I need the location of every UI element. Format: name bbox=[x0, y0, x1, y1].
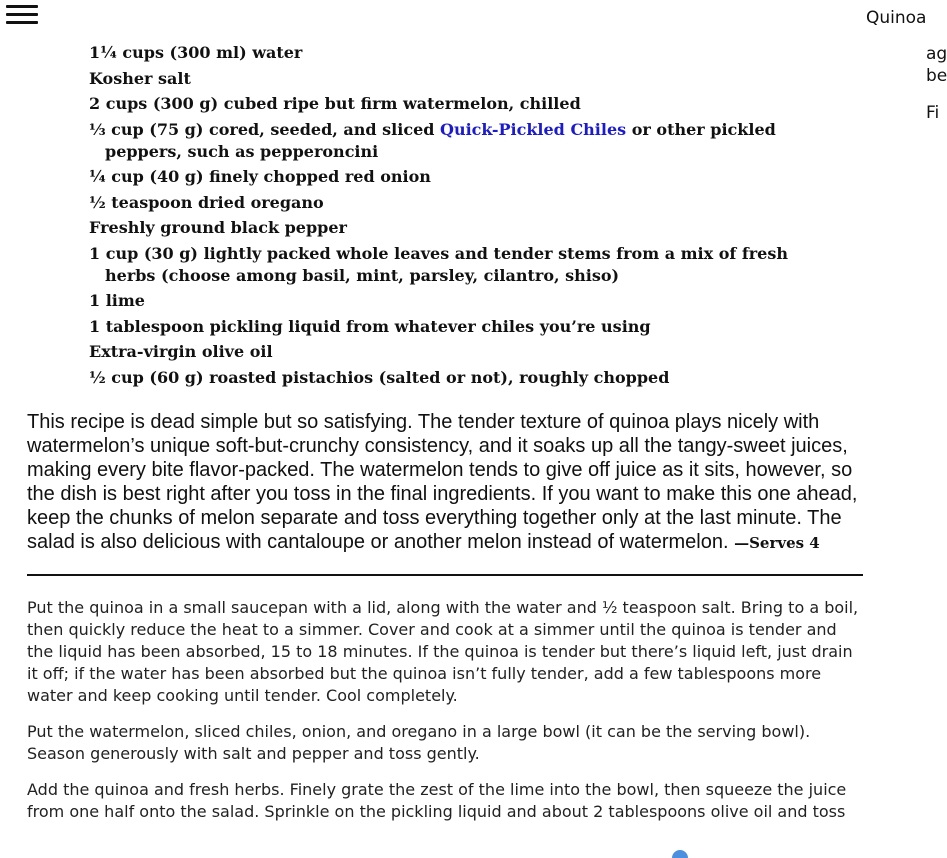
quick-pickled-chiles-link[interactable]: Quick-Pickled Chiles bbox=[440, 119, 627, 139]
step-paragraph: Put the quinoa in a small saucepan with a lid, along with the water and ½ teaspoon salt. Bring to a boil, then quickly reduce the heat to a simmer. Cover and cook at a simmer until the quinoa is tender and the liquid has been absorbed, 15 to 18 minutes. If the quinoa is tender but there’s liquid left, just drain it off; if the water has been absorbed but the quinoa isn’t fully tender, add a few tablespoons more water and keep cooking until tender. Cool completely. bbox=[27, 598, 859, 705]
ingredient-item: ¼ cup (40 g) finely chopped red onion bbox=[89, 167, 431, 186]
ingredient-list bbox=[89, 42, 789, 392]
recipe-intro bbox=[27, 410, 867, 555]
serves-count: —Serves 4 bbox=[734, 534, 820, 552]
menu-bar bbox=[6, 21, 38, 24]
book-title[interactable]: Quinoa bbox=[866, 8, 927, 28]
ingredient-item: 1 tablespoon pickling liquid from whatever chiles you’re using bbox=[89, 316, 651, 336]
ingredient-text: or other pickled peppers, such as pepperoncini bbox=[105, 119, 776, 161]
step-paragraph: Add the quinoa and fresh herbs. Finely grate the zest of the lime into the bowl, then squeeze the juice from one half onto the salad. Sprinkle on the pickling liquid and about 2 tablespoons olive oil and toss bbox=[27, 780, 847, 821]
ingredient-item: Extra-virgin olive oil bbox=[89, 342, 273, 361]
next-page-text: Fi bbox=[926, 103, 940, 123]
next-page-text: ag bbox=[926, 44, 947, 64]
ingredient-item: 1 cup (30 g) lightly packed whole leaves and tender stems from a mix of fresh herbs (choose among basil, mint, parsley, cilantro, shiso) bbox=[89, 243, 788, 285]
page-progress-indicator bbox=[672, 850, 688, 858]
ingredient-item: ½ cup (60 g) roasted pistachios (salted or not), roughly chopped bbox=[89, 367, 670, 387]
ingredient-item: Kosher salt bbox=[89, 68, 191, 88]
ingredient-item: 1 lime bbox=[89, 291, 145, 310]
step-paragraph: Put the watermelon, sliced chiles, onion, and oregano in a large bowl (it can be the serving bowl). Season generously with salt and pepper and toss gently. bbox=[27, 722, 811, 763]
ingredient-item: ½ teaspoon dried oregano bbox=[89, 192, 324, 212]
ingredient-item: Freshly ground black pepper bbox=[89, 218, 347, 237]
ingredient-item bbox=[89, 119, 789, 163]
menu-bar bbox=[6, 13, 38, 16]
intro-text: This recipe is dead simple but so satisfying. The tender texture of quinoa plays nicely with watermelon’s unique soft-but-crunchy consistency, and it soaks up all the tangy-sweet juices, making every bite flavor-packed. The watermelon tends to give off juice as it sits, however, so the dish is best right after you toss in the final ingredients. If you want to make this one ahead, keep the chunks of melon separate and toss everything together only at the last minute. The salad is also delicious with cantaloupe or another melon instead of watermelon. bbox=[27, 411, 858, 553]
hamburger-menu-icon[interactable] bbox=[4, 2, 40, 28]
section-divider bbox=[27, 574, 863, 576]
ingredient-item: 1¼ cups (300 ml) water bbox=[89, 43, 303, 62]
next-page-text: be bbox=[926, 66, 947, 86]
ingredient-text: ⅓ cup (75 g) cored, seeded, and sliced bbox=[89, 119, 441, 139]
recipe-steps bbox=[27, 597, 867, 837]
ingredient-item: 2 cups (300 g) cubed ripe but firm watermelon, chilled bbox=[89, 94, 581, 113]
menu-bar bbox=[6, 5, 38, 8]
